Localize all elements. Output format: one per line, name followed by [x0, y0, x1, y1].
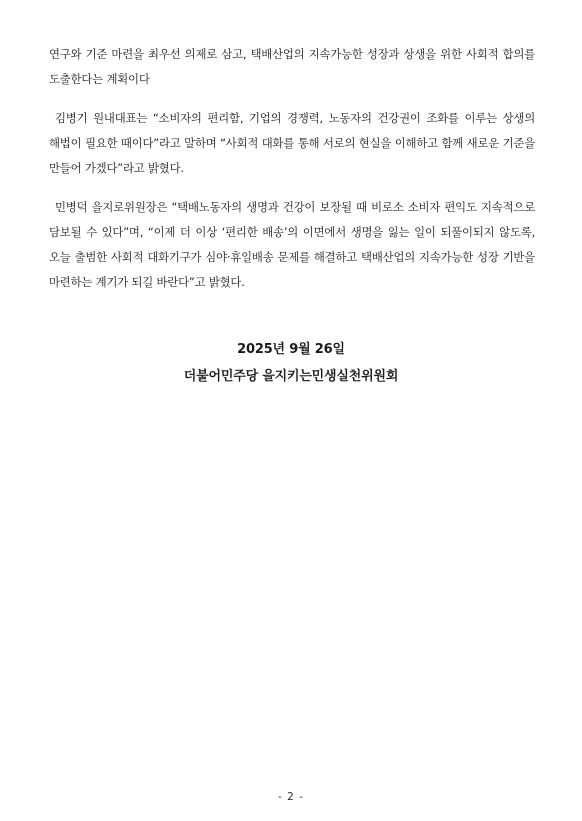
paragraph-continuation: 연구와 기준 마련을 최우선 의제로 삼고, 택배산업의 지속가능한 성장과 상생을 위한 사회적 합의를 도출한다는 계획이다 [49, 47, 535, 86]
release-date: 2025년 9월 26일 [237, 342, 345, 357]
issuing-organization: 더불어민주당 을지키는민생실천위원회 [183, 369, 399, 384]
page-number: - 2 - [278, 791, 304, 803]
paragraph-committee-chair-quote: 민병덕 을지로위원장은 “택배노동자의 생명과 건강이 보장될 때 비로소 소비자 편익도 지속적으로 담보될 수 있다”며, “이제 더 이상 ‘편리한 배송’의 이면에서 생명을 잃는 일이 되풀이되지 않도록, 오늘 출범한 사회적 대화기구가 심야·휴일배송 문제를 해결하고 택배산업의 지속가능한 성장 기반을 마련하는 계기가 되길 바란다”고 밝혔다. [49, 200, 535, 289]
paragraph-floor-leader-quote: 김병기 원내대표는 “소비자의 편리함, 기업의 경쟁력, 노동자의 건강권이 조화를 이루는 상생의 해법이 필요한 때이다”라고 말하며 “사회적 대화를 통해 서로의 현실을 이해하고 함께 새로운 기준을 만들어 가겠다”라고 밝혔다. [49, 111, 535, 175]
document-body [49, 42, 535, 309]
